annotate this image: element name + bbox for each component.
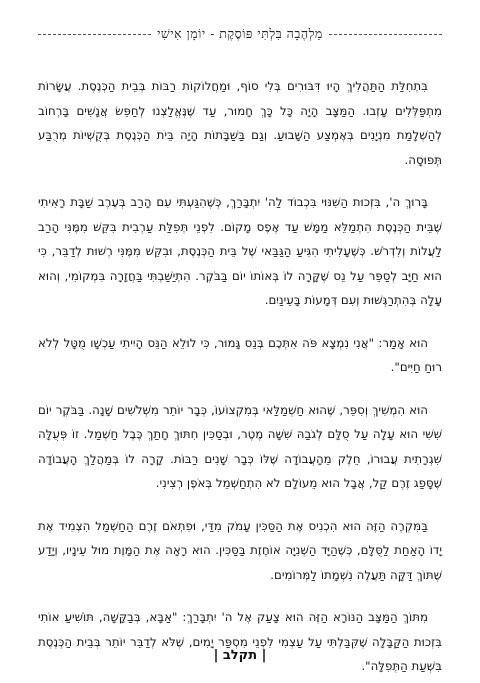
page-number: | תקלב | <box>213 648 267 663</box>
paragraph: בַּמִּקְרֶה הַזֶּה הוּא הִכְנִיס אֶת הַסַּכִּין עָמֹק מִדַּי, וּפִתְאֹם זֶרֶם הַחַשְׁמַל הִצְמִיד אֶת יָדוֹ הָאַחַת לַסֻּלָּם, כְּשֶׁהַיָּד הַשְּׁנִיָּה אוֹחֶזֶת בַּסַּכִּין. הוּא רָאָה אֶת הַמָּוֶת מוּל עֵינָיו, וְיָדַע שֶׁתּוֹךְ דַּקָּה תַּעֲלֶה נִשְׁמָתוֹ לַמְּרוֹמִים. <box>38 518 442 582</box>
header-rule-right <box>329 34 442 35</box>
paragraph: בִּתְחִלַּת הַתַּהֲלִיךְ הָיוּ דִּבּוּרִים בְּלִי סוֹף, וּמַחֲלוֹקוֹת רַבּוֹת בְּבֵית הַכְּנֶסֶת. עֲשָׂרוֹת מִתְפַּלְּלִים עָזְבוּ. הַמַּצָּב הָיָה כָּל כָּךְ חָמוּר, עַד שֶׁנֶּאֱלַצְנוּ לְחַפֵּשׂ אֲנָשִׁים בָּרְחוֹב לְהַשְׁלָמַת מִנְיָנִים בְּאֶמְצַע הַשָּׁבוּעַ. וְגַם בַּשַּׁבָּתוֹת הָיָה בֵּית הַכְּנֶסֶת בְּקֻשְׁיוֹת מְרֻבַּע תְּפוּסָה. <box>38 79 442 167</box>
header-title: מַלְהֶבָה בִּלְתִּי פּוֹסֶקֶת - יוֹמָן אִישִׁי <box>157 26 323 41</box>
paragraph: הוּא הִמְשִׁיךְ וְסִפֵּר, שֶׁהוּא חַשְׁמַלַּאי בְּמִקְצוֹעוֹ, כְּבָר יוֹתֵר מִשְּׁלֹשִׁים שָׁנָה. בַּבֹּקֶר יוֹם שִׁשִּׁי הוּא עָלָה עַל סֻלָּם לְגֹבַהּ שִׁשָּׁה מֶטֶר, וּבְסַכִּין חִתּוּךְ חָתַךְ כֶּבֶל חַשְׁמַל. זוֹ פְּעֻלָּה שִׁגְרָתִית עֲבוּרוֹ, חֵלֶק מֵהָעֲבוֹדָה שֶׁלּוֹ כְּבָר שָׁנִים רַבּוֹת. קָרָה לוֹ בְּמַהֲלַךְ הָעֲבוֹדָה שֶׁסָּפַג זֶרֶם קַל, אֲבָל הוּא מֵעוֹלָם לֹא הִתְחַשְׁמֵל בְּאֹפֶן רְצִינִי. <box>38 402 442 490</box>
paragraph: מִתּוֹךְ הַמַּצָּב הַנּוֹרָא הַזֶּה הוּא צָעַק אֶל ה' יִתְבָּרַךְ: "אַבָּא, בְּבַקָּשָׁה, תּוֹשִׁיעַ אוֹתִי בִּזְכוּת הַקַּבָּלָה שֶׁקִּבַּלְתִּי עַל עַצְמִי לִפְנֵי מִסְפַּר יָמִים, שֶׁלֹּא לְדַבֵּר יוֹתֵר בְּבֵית הַכְּנֶסֶת בִּשְׁעַת הַתְּפִלָּה". <box>38 610 442 673</box>
running-header <box>38 22 442 46</box>
body-text <box>38 74 442 679</box>
header-rule-left <box>38 34 151 35</box>
paragraph: הוּא אָמַר: "אֲנִי נִמְצָא פֹּה אִתְּכֶם בְּנֵס גָּמוּר, כִּי לוּלֵא הַנֵּס הָיִיתִי עַכְשָׁו מֻטָּל לְלֹא רוּחַ חַיִּים". <box>38 335 442 374</box>
paragraph: בָּרוּךְ ה', בִּזְכוּת הַשִּׁנּוּי בִּכְבוֹד לַה' יִתְבָּרַךְ, כְּשֶׁהִגַּעְתִּי עִם הָרַב בְּעֶרֶב שַׁבָּת רָאִיתִי שֶׁבֵּית הַכְּנֶסֶת הִתְמַלֵּא מַמָּשׁ עַד אֶפֶס מָקוֹם. לִפְנֵי תְּפִלַּת עַרְבִית בִּקֵּשׁ מִמֶּנִּי הָרַב לַעֲלוֹת וְלִדְרֹשׁ. כְּשֶׁעָלִיתִי הִגִּיעַ הַגַּבַּאי שֶׁל בֵּית הַכְּנֶסֶת, וּבִקֵּשׁ מִמֶּנִּי רְשׁוּת לְדַבֵּר, כִּי הוּא חַיָּב לְסַפֵּר עַל נֵס שֶׁקָּרָה לוֹ בְּאוֹתוֹ יוֹם בַּבֹּקֶר. הִתְיַשַּׁבְתִּי בַּחֲזָרָה בִּמְקוֹמִי, וְהוּא עָלָה בְּהִתְרַגְּשׁוּת וְעִם דְּמָעוֹת בָּעֵינַיִם. <box>38 195 442 307</box>
